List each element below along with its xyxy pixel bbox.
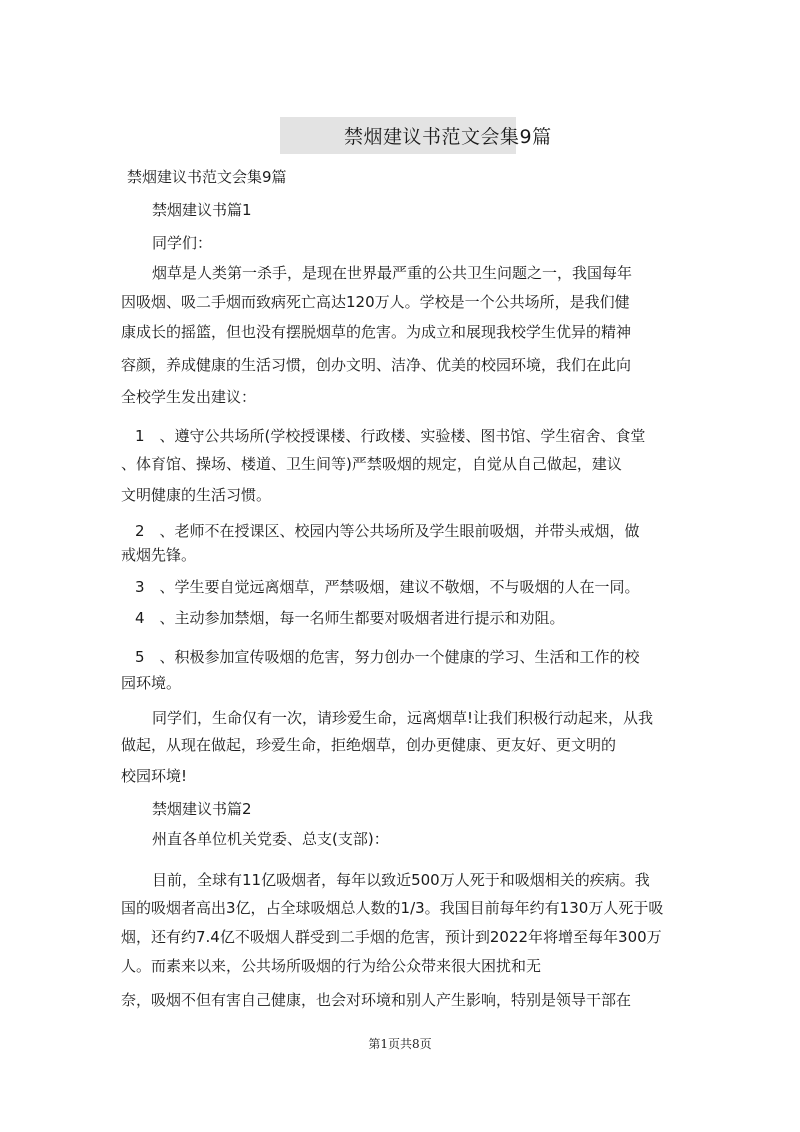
list-item-1: 1 、遵守公共场所(学校授课楼、行政楼、实验楼、图书馆、学生宿舍、食堂 [135, 427, 646, 445]
list-item-2: 2 、老师不在授课区、校园内等公共场所及学生眼前吸烟，并带头戒烟，做 [135, 522, 640, 540]
list-item-5: 5 、积极参加宣传吸烟的危害，努力创办一个健康的学习、生活和工作的校 [135, 648, 640, 666]
document-title: 禁烟建议书范文会集9篇 [344, 126, 552, 148]
paragraph-line: 国的吸烟者高出3亿，占全球吸烟总人数的1/3。我国目前每年约有130万人死于吸 [121, 899, 664, 917]
paragraph-line: 同学们，生命仅有一次，请珍爱生命，远离烟草!让我们积极行动起来，从我 [152, 709, 654, 727]
section-heading-1: 禁烟建议书篇1 [152, 201, 252, 219]
list-item-4: 4 、主动参加禁烟，每一名师生都要对吸烟者进行提示和劝阻。 [135, 609, 565, 627]
paragraph-line: 康成长的摇篮，但也没有摆脱烟草的危害。为成立和展现我校学生优异的精神 [121, 323, 632, 341]
paragraph-line: 因吸烟、吸二手烟而致病死亡高达120万人。学校是一个公共场所，是我们健 [121, 293, 630, 311]
section-heading-2: 禁烟建议书篇2 [152, 800, 252, 818]
paragraph-line: 做起，从现在做起，珍爱生命，拒绝烟草，创办更健康、更友好、更文明的 [121, 736, 617, 754]
paragraph-line: 人。而素来以来，公共场所吸烟的行为给公众带来很大困扰和无 [121, 957, 542, 975]
paragraph-line: 校园环境! [121, 767, 188, 785]
paragraph-line: 烟，还有约7.4亿不吸烟人群受到二手烟的危害，预计到2022年将增至每年300万 [121, 928, 662, 946]
list-item-1-cont: 、体育馆、操场、楼道、卫生间等)严禁吸烟的规定，自觉从自己做起，建议 [121, 455, 622, 473]
list-item-1-cont: 文明健康的生活习惯。 [121, 486, 272, 504]
salutation: 州直各单位机关党委、总支(支部)： [152, 830, 389, 848]
paragraph-line: 目前，全球有11亿吸烟者，每年以致近500万人死于和吸烟相关的疾病。我 [152, 871, 650, 889]
list-item-5-cont: 园环境。 [121, 674, 182, 692]
page-number-footer: 第1页共8页 [368, 1037, 432, 1051]
paragraph-line: 烟草是人类第一杀手，是现在世界最严重的公共卫生问题之一，我国每年 [152, 264, 633, 282]
salutation: 同学们： [152, 234, 213, 252]
list-item-3: 3 、学生要自觉远离烟草，严禁吸烟，建议不敬烟，不与吸烟的人在一同。 [135, 578, 640, 596]
paragraph-line: 容颜，养成健康的生活习惯，创办文明、洁净、优美的校园环境，我们在此向 [121, 356, 632, 374]
list-item-2-cont: 戒烟先锋。 [121, 546, 197, 564]
subtitle-line: 禁烟建议书范文会集9篇 [127, 168, 287, 186]
paragraph-line: 奈，吸烟不但有害自己健康，也会对环境和别人产生影响，特别是领导干部在 [121, 991, 632, 1009]
paragraph-line: 全校学生发出建议： [121, 388, 257, 406]
